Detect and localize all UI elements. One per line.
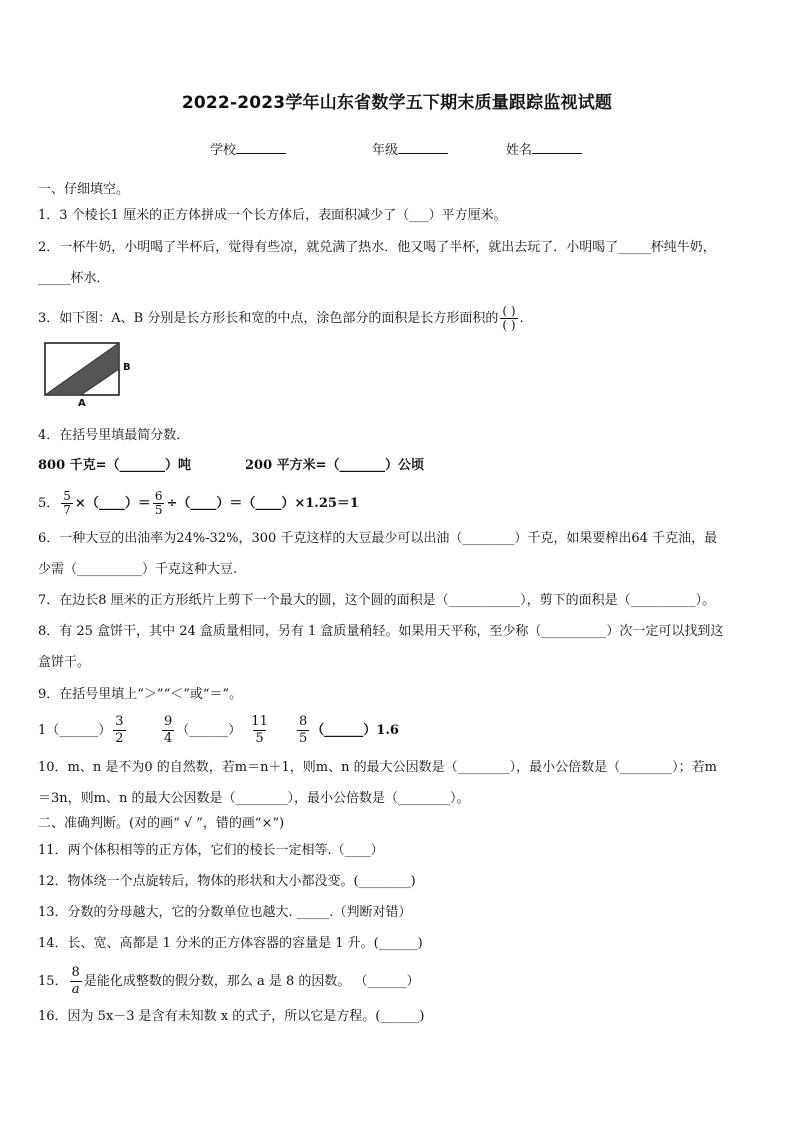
fraction-numerator: ( )	[502, 304, 516, 318]
section-2-heading: 二、准确判断。(对的画“ √ ”，错的画“×”)	[38, 816, 285, 831]
question-5	[38, 490, 359, 517]
question-2-line-2: _____杯水．	[38, 271, 110, 286]
question-8-line-1: 8．有 25 盒饼干，其中 24 盒质量相同，另有 1 盒质量稍轻。如果用天平称，至少称（__________）次一定可以找到这	[38, 624, 724, 639]
fraction-numerator: 5	[63, 489, 71, 503]
fraction-11-5	[249, 714, 270, 747]
question-15-prefix: 15．	[38, 974, 68, 989]
question-5-prefix: 5．	[38, 496, 60, 511]
fraction-numerator: 9	[164, 714, 173, 729]
fraction-numerator: 6	[154, 489, 163, 503]
question-2-line-1: 2．一杯牛奶，小明喝了半杯后，觉得有些凉，就兑满了热水．他又喝了半杯，就出去玩了．小明喝了_____杯纯牛奶，	[38, 240, 716, 255]
fraction-numerator: 8	[299, 714, 308, 729]
compare-middle: （______）	[176, 723, 242, 738]
fraction-9-4	[162, 714, 174, 747]
question-6-line-1: 6．一种大豆的出油率为24%-32%，300 千克这样的大豆最少可以出油（________）千克，如果要榨出64 千克油，最	[38, 531, 718, 546]
question-15-text: 是能化成整数的假分数，那么 a 是 8 的因数。 （______）	[83, 974, 420, 989]
question-3-fraction	[500, 305, 517, 332]
fraction-denominator: 5	[299, 731, 308, 746]
name-label: 姓名	[506, 143, 533, 158]
fraction-numerator: 3	[115, 714, 124, 729]
question-4-part-b: 200 平方米=（_______）公顷	[245, 458, 425, 473]
fraction-8-5	[297, 714, 309, 747]
fraction-numerator: 11	[251, 714, 268, 729]
rectangle-diagram	[44, 342, 124, 398]
question-5-fraction-1	[61, 490, 73, 517]
shaded-region	[45, 343, 119, 395]
question-3	[38, 305, 524, 332]
fraction-denominator: 5	[154, 503, 163, 517]
question-13: 13．分数的分母越大，它的分数单位也越大. _____.（判断对错）	[38, 905, 412, 920]
compare-right: （______）1.6	[311, 723, 399, 738]
question-10-line-1: 10．m、n 是不为0 的自然数，若m＝n＋1，则m、n 的最大公因数是（________），最小公倍数是（________）；若m	[38, 760, 717, 775]
question-4-part-a: 800 千克=（_______）吨	[38, 458, 192, 473]
question-7: 7．在边长8 厘米的正方形纸片上剪下一个最大的圆，这个圆的面积是（___________），剪下的面积是（__________）。	[38, 593, 716, 608]
grade-field[interactable]	[372, 139, 448, 158]
question-6-line-2: 少需（__________）千克这种大豆.	[38, 562, 238, 577]
question-16: 16．因为 5x－3 是含有未知数 x 的式子，所以它是方程。(______)	[38, 1009, 425, 1024]
name-field[interactable]	[506, 139, 582, 158]
question-9-item-a	[38, 714, 128, 747]
question-5-part-1: ×（____）＝	[74, 496, 151, 511]
grade-blank[interactable]	[398, 141, 448, 154]
name-blank[interactable]	[532, 141, 582, 154]
point-a-label: A	[78, 398, 86, 409]
fraction-numerator: 8	[71, 965, 80, 980]
rectangle-figure	[44, 342, 134, 408]
fraction-denominator: 7	[63, 503, 71, 517]
fraction-3-2	[113, 714, 125, 747]
question-9-item-c	[295, 714, 399, 747]
question-3-end: .	[519, 311, 524, 326]
page-title: 2022-2023学年山东省数学五下期末质量跟踪监视试题	[181, 93, 613, 113]
school-blank[interactable]	[236, 141, 286, 154]
question-12: 12．物体绕一个点旋转后，物体的形状和大小都没变。(________)	[38, 874, 416, 889]
question-11: 11．两个体积相等的正方体，它们的棱长一定相等.（____）	[38, 843, 384, 858]
question-9-item-b	[160, 714, 272, 747]
question-1: 1．3 个棱长1 厘米的正方体拼成一个长方体后，表面积减少了（___）平方厘米。	[38, 208, 507, 223]
section-1-heading: 一、仔细填空。	[38, 182, 130, 197]
grade-label: 年级	[372, 143, 399, 158]
question-14: 14．长、宽、高都是 1 分米的正方体容器的容量是 1 升。(______)	[38, 936, 423, 951]
fraction-denominator: 2	[115, 731, 124, 746]
question-4: 4．在括号里填最简分数．	[38, 428, 190, 443]
question-10-line-2: ＝3n，则m、n 的最大公因数是（________），最小公倍数是（________）。	[38, 791, 470, 806]
school-label: 学校	[210, 143, 237, 158]
school-field[interactable]	[210, 139, 286, 158]
question-15	[38, 965, 420, 998]
fraction-denominator: 5	[255, 731, 264, 746]
compare-left: 1（______）	[38, 723, 112, 738]
fraction-8-a	[70, 965, 82, 998]
question-3-text: 3．如下图：A、B 分别是长方形长和宽的中点，涂色部分的面积是长方形面积的	[38, 311, 499, 326]
question-9: 9．在括号里填上“＞”“＜”或“＝”。	[38, 687, 243, 702]
fraction-denominator: 4	[164, 731, 173, 746]
fraction-denominator: ( )	[502, 318, 516, 332]
point-b-label: B	[123, 362, 131, 373]
question-5-fraction-2	[153, 490, 165, 517]
question-5-part-2: ÷（____）＝（____）×1.25＝1	[166, 496, 359, 511]
question-8-line-2: 盒饼干。	[38, 655, 91, 670]
fraction-denominator: a	[71, 982, 80, 997]
